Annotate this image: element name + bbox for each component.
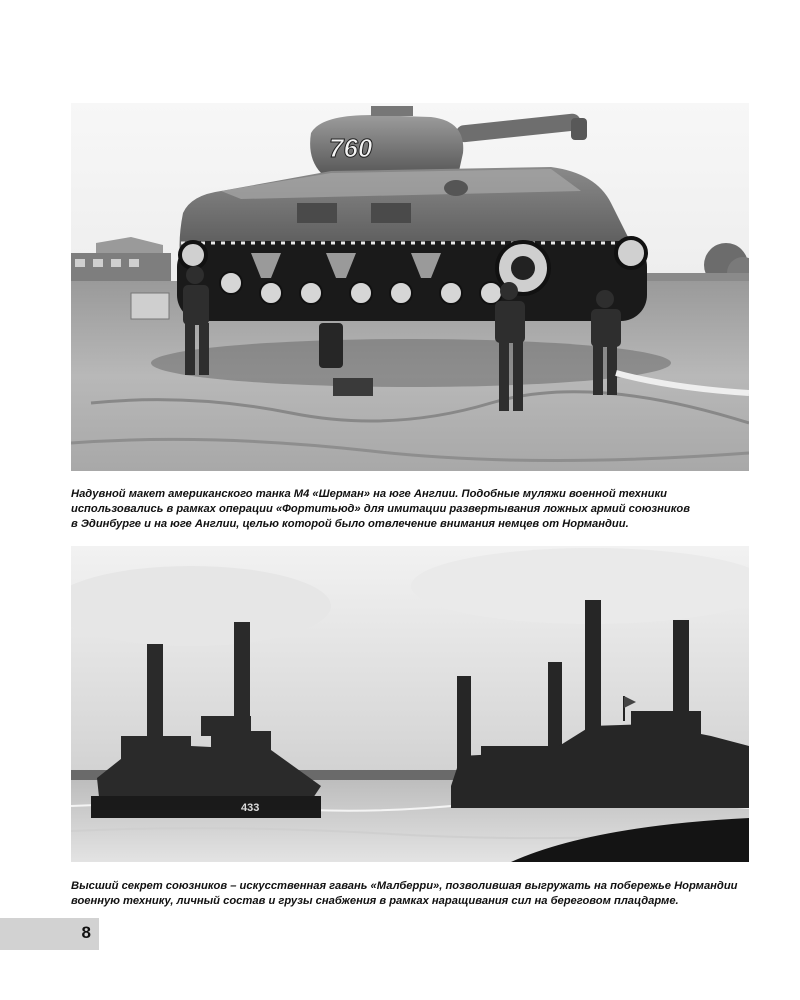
- page-number-tab: [0, 918, 99, 950]
- page-number: 8: [81, 923, 91, 942]
- inflatable-sherman-tank-photo: [71, 103, 749, 471]
- figure-caption-2: [71, 879, 751, 909]
- caption-line: в Эдинбурге и на юге Англии, целью которой было отвлечение внимания немцев от Нормандии.: [71, 518, 629, 530]
- caisson-number: 433: [241, 802, 260, 814]
- tank-marking: 760: [329, 133, 373, 163]
- caption-line: Надувной макет американского танка М4 «Шерман» на юге Англии. Подобные муляжи военной техники: [71, 488, 667, 500]
- caption-line: использовались в рамках операции «Фортитьюд» для имитации развертывания ложных армий союзников: [71, 503, 690, 515]
- mulberry-harbour-photo: [71, 546, 749, 862]
- caption-line: Высший секрет союзников – искусственная гавань «Малберри», позволившая выгружать на побережье Нормандии: [71, 880, 738, 892]
- caption-line: военную технику, личный состав и грузы снабжения в рамках наращивания сил на береговом плацдарме.: [71, 895, 679, 907]
- figure-caption-1: [71, 487, 751, 532]
